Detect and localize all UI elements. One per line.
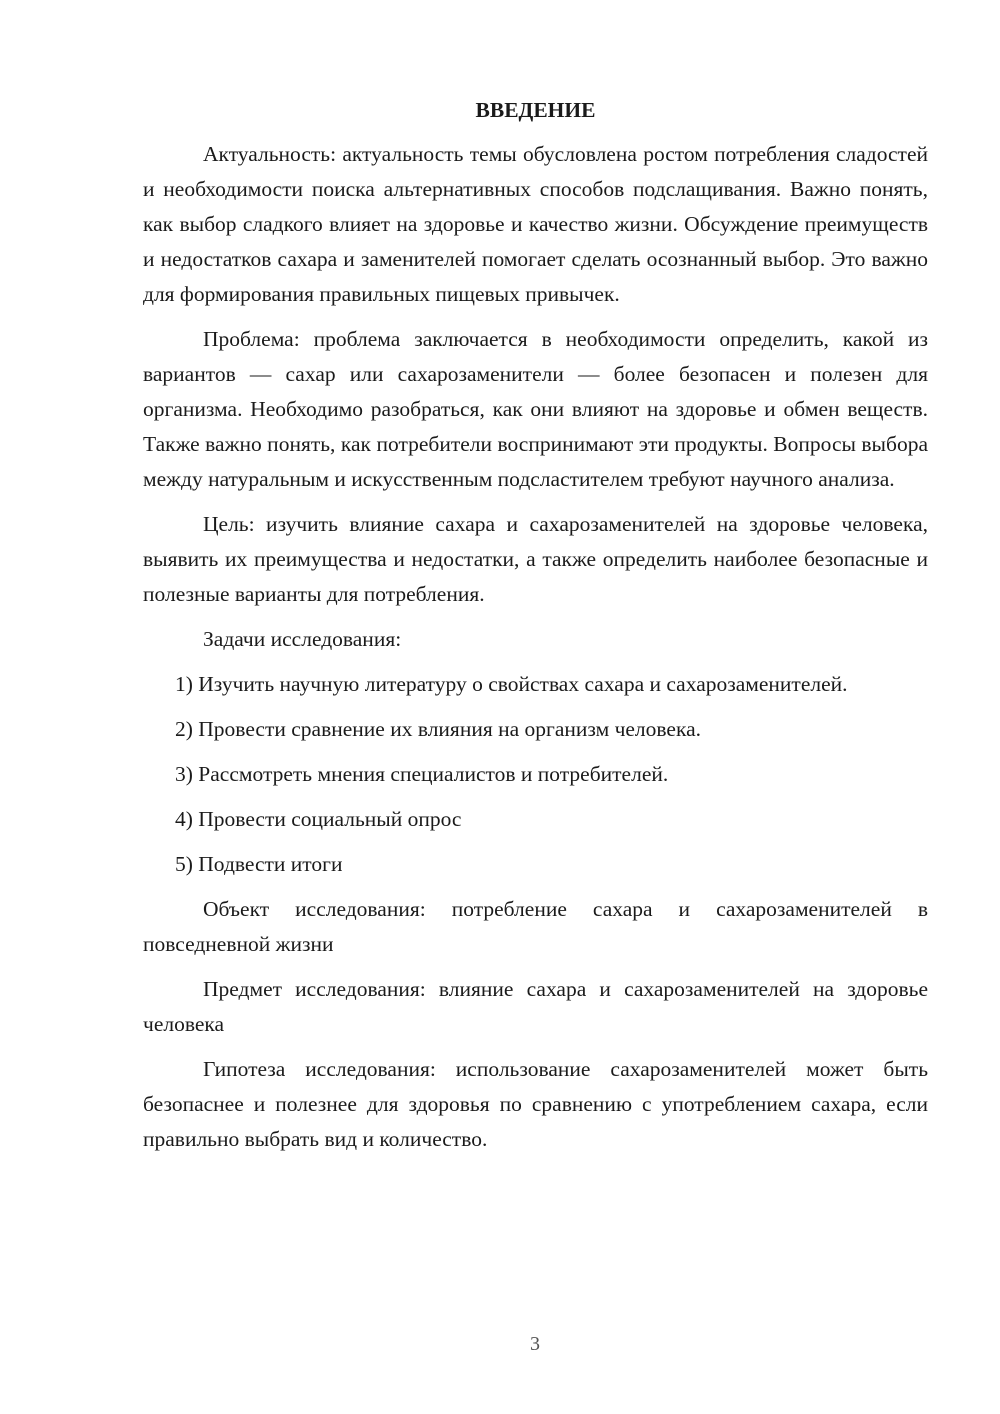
problem-paragraph: Проблема: проблема заключается в необходимости определить, какой из вариантов — сахар или сахарозаменители — более безопасен и полезен для организма. Необходимо разобраться, как они влияют на здоровье и обмен веществ. Также важно понять, как потребители воспринимают эти продукты. Вопросы выбора между натуральным и искусственным подсластителем требуют научного анализа.: [143, 327, 928, 491]
relevance-paragraph: Актуальность: актуальность темы обусловлена ростом потребления сладостей и необходимости поиска альтернативных способов подслащивания. Важно понять, как выбор сладкого влияет на здоровье и качество жизни. Обсуждение преимуществ и недостатков сахара и заменителей помогает сделать осознанный выбор. Это важно для формирования правильных пищевых привычек.: [143, 142, 928, 306]
list-item: 5) Подвести итоги: [175, 852, 343, 876]
tasks-list: [143, 667, 928, 882]
page-number: 3: [530, 1333, 540, 1355]
hypothesis-paragraph: Гипотеза исследования: использование сахарозаменителей может быть безопаснее и полезнее для здоровья по сравнению с употреблением сахара, если правильно выбрать вид и количество.: [143, 1057, 928, 1151]
list-item: 4) Провести социальный опрос: [175, 807, 462, 831]
tasks-title: Задачи исследования:: [203, 627, 402, 651]
list-item: 1) Изучить научную литературу о свойствах сахара и сахарозаменителей.: [175, 672, 848, 696]
goal-paragraph: Цель: изучить влияние сахара и сахарозаменителей на здоровье человека, выявить их преимущества и недостатки, а также определить наиболее безопасные и полезные варианты для потребления.: [143, 512, 928, 606]
section-heading: ВВЕДЕНИЕ: [475, 98, 596, 122]
subject-paragraph: Предмет исследования: влияние сахара и сахарозаменителей на здоровье человека: [143, 977, 928, 1036]
list-item: 3) Рассмотреть мнения специалистов и потребителей.: [175, 762, 669, 786]
list-item: 2) Провести сравнение их влияния на организм человека.: [175, 717, 702, 741]
object-paragraph: Объект исследования: потребление сахара и сахарозаменителей в повседневной жизни: [143, 897, 928, 956]
document-page: [143, 95, 928, 1167]
